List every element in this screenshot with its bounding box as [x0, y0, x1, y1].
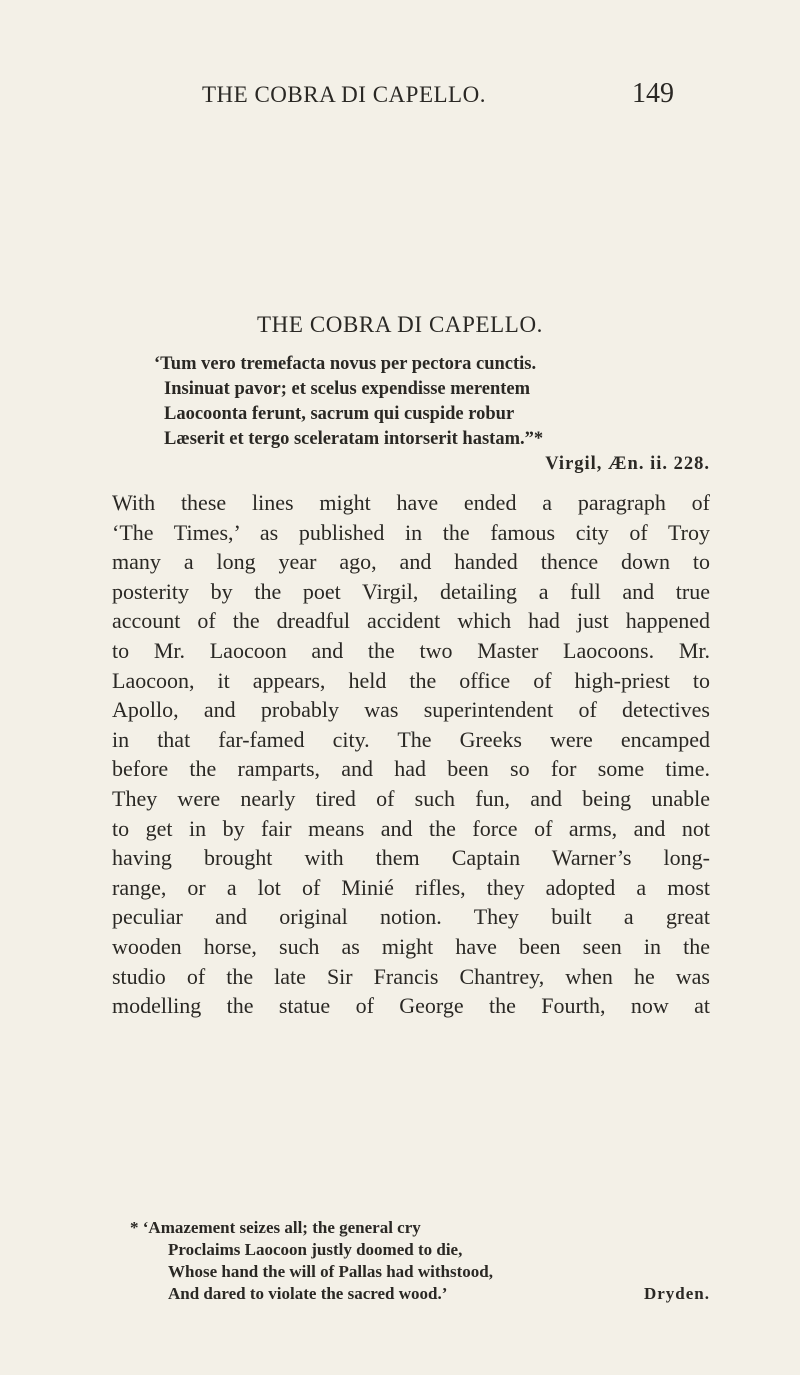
epigraph-line: Insinuat pavor; et scelus expendisse merentem [164, 379, 531, 399]
body-paragraph [112, 488, 710, 1021]
footnote-line: Whose hand the will of Pallas had withstood, [168, 1262, 493, 1281]
footnote-line: And dared to violate the sacred wood.’ [168, 1284, 448, 1303]
body-line: before the ramparts, and had been so for some time. [112, 756, 710, 782]
body-line: ‘The Times,’ as published in the famous city of Troy [112, 519, 710, 545]
body-line: in that far-famed city. The Greeks were encamped [112, 726, 710, 752]
body-line: account of the dreadful accident which had just happened [112, 608, 710, 634]
epigraph-line: Laocoonta ferunt, sacrum qui cuspide robur [164, 404, 515, 424]
running-head: THE COBRA DI CAPELLO. [202, 82, 486, 107]
body-line: Apollo, and probably was superintendent of detectives [112, 697, 710, 723]
body-line: With these lines might have ended a paragraph of [112, 490, 710, 515]
epigraph-line: Læserit et tergo sceleratam intorserit hastam.”* [164, 429, 544, 449]
footnote-line: Proclaims Laocoon justly doomed to die, [168, 1240, 463, 1259]
page-number: 149 [632, 78, 674, 109]
body-line: to Mr. Laocoon and the two Master Laocoons. Mr. [112, 637, 710, 663]
body-line: They were nearly tired of such fun, and being unable [112, 785, 710, 811]
body-line: to get in by fair means and the force of arms, and not [112, 815, 710, 841]
body-line: studio of the late Sir Francis Chantrey, when he was [112, 963, 710, 989]
body-line: posterity by the poet Virgil, detailing a full and true [112, 578, 710, 604]
body-line: Laocoon, it appears, held the office of high-priest to [112, 667, 710, 693]
body-line: range, or a lot of Minié rifles, they adopted a most [112, 874, 710, 900]
body-line: many a long year ago, and handed thence down to [112, 549, 710, 575]
body-line: modelling the statue of George the Fourth, now at [112, 993, 710, 1019]
body-line: having brought with them Captain Warner’s long- [112, 845, 710, 871]
footnote-last-row [130, 1283, 712, 1305]
footnote [130, 1217, 712, 1305]
body-line: peculiar and original notion. They built a great [112, 904, 710, 930]
body-line: wooden horse, such as might have been seen in the [112, 933, 710, 959]
epigraph-attribution: Virgil, Æn. ii. 228. [545, 454, 710, 474]
footnote-author: Dryden. [643, 1284, 710, 1303]
epigraph [154, 352, 714, 477]
footnote-line: * ‘Amazement seizes all; the general cry [130, 1218, 421, 1237]
chapter-title: THE COBRA DI CAPELLO. [256, 312, 544, 337]
epigraph-line: ‘Tum vero tremefacta novus per pectora cunctis. [154, 354, 537, 374]
